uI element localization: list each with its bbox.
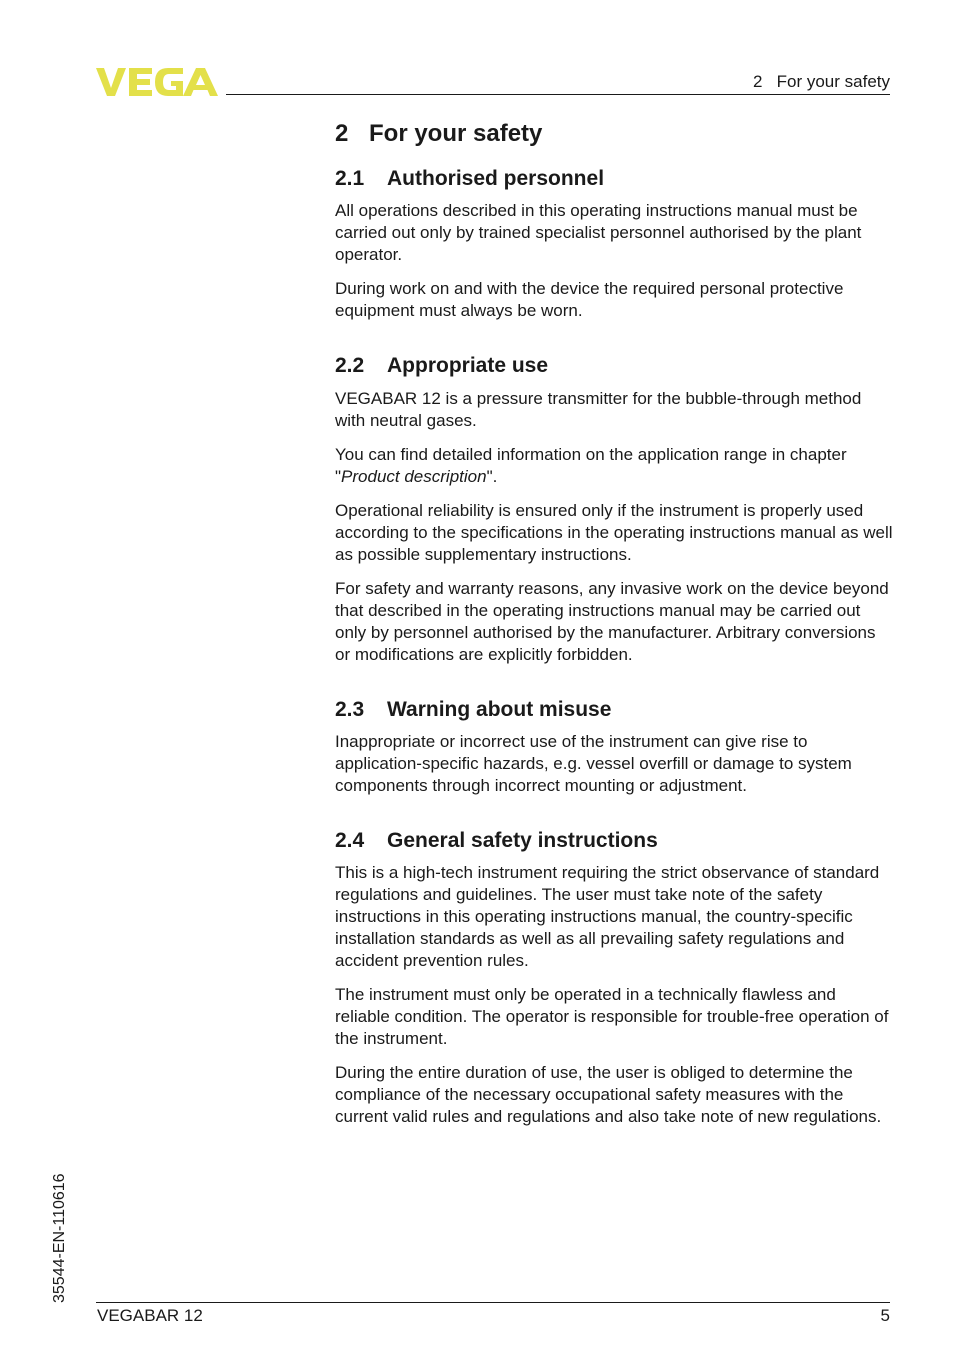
page-number: 5 (880, 1306, 890, 1325)
footer-product: VEGABAR 12 (97, 1306, 203, 1325)
paragraph: For safety and warranty reasons, any invasive work on the device beyond that described in the operating instructions manual may be carried out only by personnel authorised by the manufacturer. Arbitrary conversions or modifications are explicitly forbidden. (335, 578, 889, 664)
vega-logo (96, 66, 220, 98)
paragraph-text: You can find detailed information on the application range in chapter " (335, 444, 847, 486)
paragraph: VEGABAR 12 is a pressure transmitter for the bubble-through method with neutral gases. (335, 388, 862, 430)
paragraph: All operations described in this operating instructions manual must be carried out only by trained specialist personnel authorised by the plant operator. (335, 201, 862, 265)
header-rule (226, 94, 890, 95)
section-title: General safety instructions (387, 829, 658, 853)
section-number: 2.4 (335, 829, 365, 853)
section-title: Appropriate use (387, 354, 549, 378)
paragraph: During the entire duration of use, the user is obliged to determine the compliance of the necessary occupational safety measures with the current valid rules and regulations and also take note of new regulations. (335, 1063, 882, 1127)
running-header: 2 For your safety (753, 72, 890, 91)
chapter-title: For your safety (369, 120, 543, 147)
paragraph-text: ". (486, 466, 498, 486)
section-title: Warning about misuse (387, 697, 612, 721)
section-general-safety-instructions (335, 827, 895, 1128)
section-heading (335, 352, 895, 379)
chapter-number: 2 (335, 120, 349, 147)
section-number: 2.1 (335, 167, 365, 191)
paragraph-with-reference (335, 444, 895, 488)
section-warning-about-misuse (335, 696, 895, 797)
paragraph: During work on and with the device the required personal protective equipment must always be worn. (335, 279, 844, 321)
section-heading (335, 165, 895, 192)
section-heading (335, 696, 895, 723)
document-id: 35544-EN-110616 (51, 1173, 68, 1303)
section-number: 2.2 (335, 354, 365, 378)
paragraph: The instrument must only be operated in a technically flawless and reliable condition. The operator is responsible for trouble-free operation of the instrument. (335, 985, 889, 1049)
paragraph: Operational reliability is ensured only if the instrument is properly used according to the specifications in the operating instructions manual as well as possible supplementary instructions. (335, 500, 893, 564)
section-appropriate-use (335, 352, 895, 665)
section-title: Authorised personnel (387, 167, 605, 191)
chapter-heading (335, 118, 895, 149)
paragraph: Inappropriate or incorrect use of the instrument can give rise to application-specific hazards, e.g. vessel overfill or damage to system components through incorrect mounting or adjustment. (335, 732, 852, 796)
section-heading (335, 827, 895, 854)
section-authorised-personnel (335, 165, 895, 322)
paragraph: This is a high-tech instrument requiring the strict observance of standard regulations and guidelines. The user must take note of the safety instructions in this operating instructions manual, the country-specific installation standards as well as all prevailing safety regulations and accident prevention rules. (335, 863, 880, 971)
section-number: 2.3 (335, 697, 365, 721)
vega-logo-mark (96, 66, 220, 98)
chapter-reference: Product description (341, 466, 487, 486)
footer-rule (96, 1302, 890, 1303)
main-content (335, 118, 895, 1140)
